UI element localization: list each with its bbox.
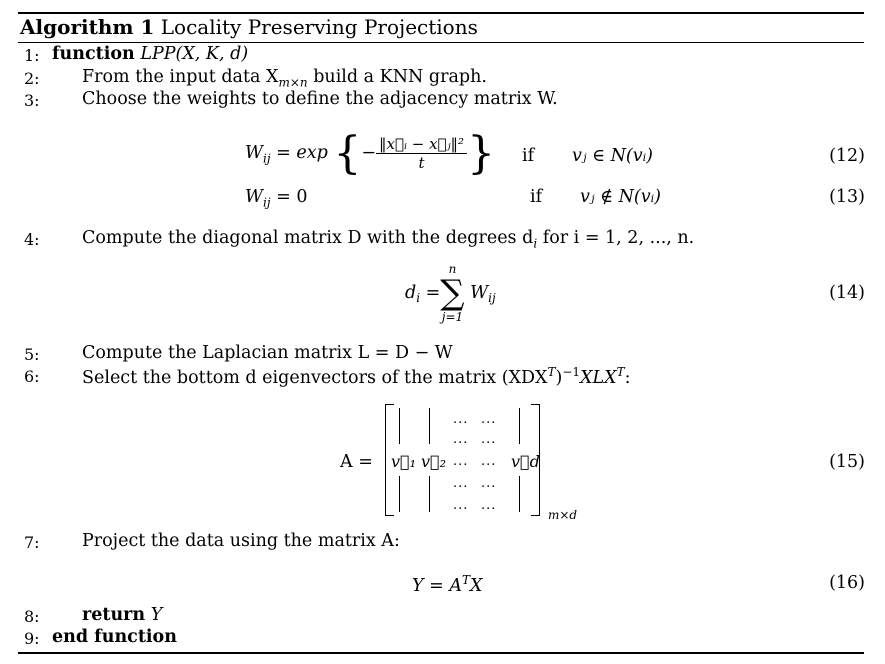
eq14-number: (14) [829, 283, 865, 303]
matrix-ellipsis: ... [481, 432, 497, 447]
eq14-term-sub: ij [488, 291, 496, 305]
eq13-number: (13) [829, 187, 865, 207]
equation-13 [245, 187, 308, 210]
step-7-text: Project the data using the matrix A: [82, 531, 400, 551]
eq14-term: W [470, 283, 489, 303]
step-6-text-after3: : [624, 367, 631, 388]
eq12-fraction [376, 135, 467, 172]
eq12-func: exp [296, 143, 328, 163]
step-1-keyword: function [52, 44, 135, 64]
step-9-number: 9: [24, 629, 40, 648]
step-6-sup2: −1 [562, 365, 581, 379]
matrix-ellipsis: ... [453, 454, 469, 469]
eq12-cond-word: if [522, 146, 535, 166]
top-rule [18, 12, 864, 14]
eq12-number: (12) [829, 146, 865, 166]
matrix-ellipsis: ... [481, 454, 497, 469]
step-2 [82, 67, 487, 90]
matrix-ellipsis: ... [453, 476, 469, 491]
step-9-keyword: end function [52, 627, 177, 647]
col1-bar-bottom [399, 476, 400, 512]
step-6-text-after2: XLX [580, 367, 617, 388]
step-6-number: 6: [24, 367, 40, 386]
eq13-cond-word: if [530, 187, 543, 207]
algorithm-label: Algorithm 1 [20, 15, 155, 39]
step-1-number: 1: [24, 46, 40, 65]
eq16-expr-after: X [470, 575, 483, 596]
matrix-ellipsis: ... [453, 412, 469, 427]
eq12-open-brace: { [333, 128, 362, 179]
eq16-expr: Y = A [412, 575, 462, 596]
matrix-ellipsis: ... [481, 498, 497, 513]
step-2-text: From the input data X [82, 67, 279, 87]
eq14-summation [440, 262, 464, 324]
eq13-condition: vⱼ ∉ N(vᵢ) [580, 187, 661, 207]
eq14-sum-top: n [448, 262, 457, 276]
col2-bar-bottom [429, 476, 430, 512]
step-7-number: 7: [24, 533, 40, 552]
eq16-sup: T [461, 573, 470, 587]
matrix-ellipsis: ... [481, 476, 497, 491]
step-2-number: 2: [24, 69, 40, 88]
step-9 [52, 627, 177, 647]
eq12-numerator: ‖x⃗ᵢ − x⃗ⱼ‖² [376, 135, 467, 154]
step-2-sub: m×n [278, 75, 308, 90]
step-6-sup: T [547, 365, 556, 379]
eq15-matrix [385, 404, 545, 516]
cold-bar-top [519, 408, 520, 444]
step-1 [52, 44, 248, 64]
col1-bar-top [399, 408, 400, 444]
eq13-rhs: = 0 [276, 187, 308, 207]
step-8-text: Y [150, 605, 163, 625]
step-6-sup3: T [616, 365, 625, 379]
eq15-number: (15) [829, 452, 865, 472]
step-3-text: Choose the weights to define the adjacency matrix W. [82, 89, 558, 109]
matrix-ellipsis: ... [453, 432, 469, 447]
step-1-text: LPP(X, K, d) [140, 44, 249, 64]
step-4-number: 4: [24, 230, 40, 249]
step-4 [82, 228, 694, 251]
eq14-sum-bottom: j=1 [441, 310, 464, 324]
step-8-keyword: return [82, 605, 146, 625]
step-5-number: 5: [24, 345, 40, 364]
equation-14: $d_i$ = n ∑ j=1 $W_{ij}$ [405, 262, 496, 324]
eq15-lhs: A = [340, 452, 373, 472]
equation-16 [412, 573, 482, 596]
eq15-size: m×d [548, 508, 578, 522]
algorithm-title [20, 15, 478, 39]
eq12-lhs: W [245, 143, 263, 163]
step-6-text-after: ) [555, 367, 563, 388]
eq16-number: (16) [829, 573, 865, 593]
eq13-lhs-sub: ij [263, 195, 271, 210]
matrix-col-1: v⃗₁ [391, 452, 417, 471]
header-rule [18, 42, 864, 43]
matrix-ellipsis: ... [453, 498, 469, 513]
col2-bar-top [429, 408, 430, 444]
eq12-condition: vⱼ ∈ N(vᵢ) [572, 146, 653, 166]
bottom-rule [18, 652, 864, 654]
step-8-number: 8: [24, 607, 40, 626]
step-2-text-after: build a KNN graph. [307, 67, 487, 87]
step-6-text: Select the bottom d eigenvectors of the matrix (XDX [82, 367, 548, 388]
step-3-number: 3: [24, 91, 40, 110]
matrix-col-d: v⃗d [511, 452, 540, 471]
step-4-sub: i [533, 236, 538, 251]
eq12-close-brace: } [467, 128, 496, 179]
step-4-text: Compute the diagonal matrix D with the degrees d [82, 228, 534, 248]
eq12-denominator: t [418, 154, 425, 172]
equation-12: $W_{ij} = \exp$ {− $\frac{\text{‖x⃗ᵢ − x⃗ⱼ‖²}}{t}$ } [245, 128, 496, 179]
step-6 [82, 365, 631, 388]
eq14-lhs-sub: i [416, 291, 421, 305]
matrix-col-2: v⃗₂ [421, 452, 447, 471]
step-4-text-after: for i = 1, 2, ..., n. [537, 228, 695, 248]
cold-bar-bottom [519, 476, 520, 512]
matrix-ellipsis: ... [481, 412, 497, 427]
eq12-lhs-sub: ij [263, 151, 271, 166]
step-8 [82, 605, 162, 625]
algorithm-name: Locality Preserving Projections [160, 15, 478, 39]
step-5-text: Compute the Laplacian matrix L = D − W [82, 343, 453, 363]
eq14-lhs: d [405, 283, 417, 303]
sigma-icon: ∑ [440, 273, 465, 313]
eq13-lhs: W [245, 187, 263, 207]
